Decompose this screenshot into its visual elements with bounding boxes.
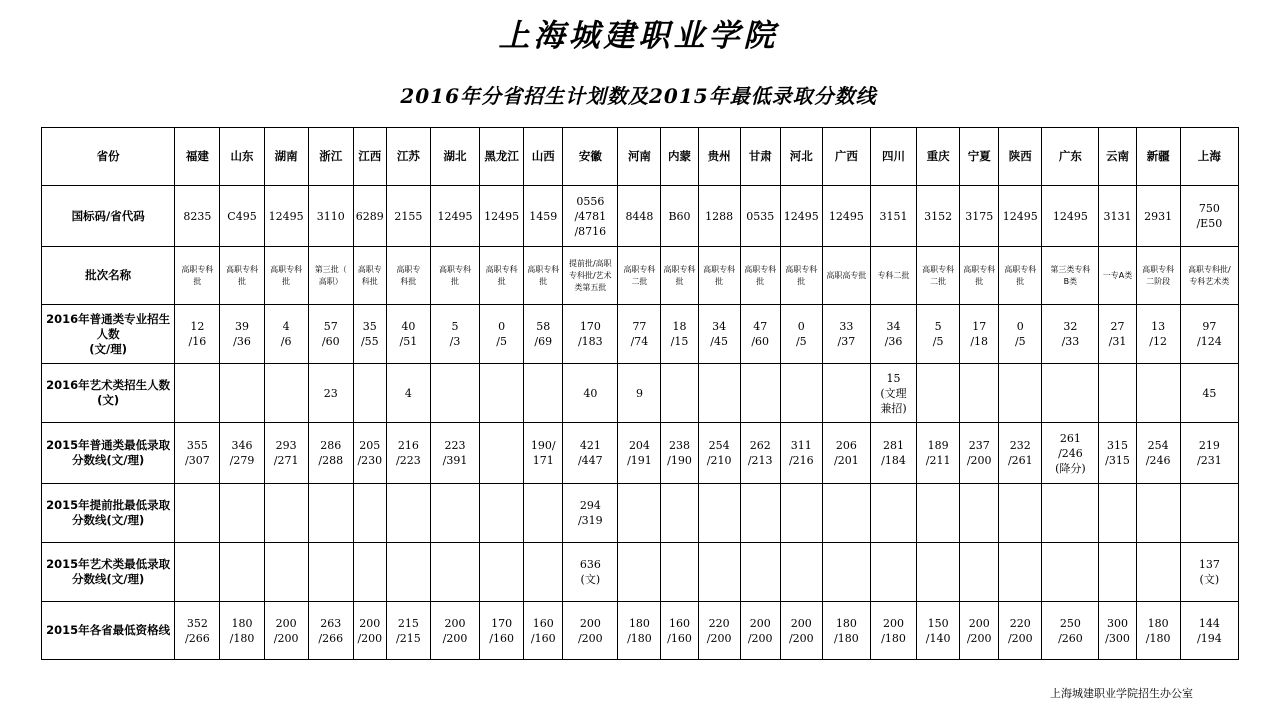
table-cell — [480, 364, 524, 423]
table-cell — [822, 484, 870, 543]
table-cell: 4 /6 — [264, 305, 308, 364]
table-cell: 189 /211 — [917, 423, 960, 484]
table-cell: 5 /5 — [917, 305, 960, 364]
table-cell: 0556 /4781 /8716 — [563, 186, 618, 247]
province-header-cell: 四川 — [870, 128, 916, 186]
table-cell: 35 /55 — [353, 305, 386, 364]
table-cell: 223 /391 — [430, 423, 479, 484]
table-cell — [1180, 484, 1238, 543]
table-cell: 200 /200 — [563, 602, 618, 660]
table-cell — [740, 364, 780, 423]
table-cell: 12495 — [999, 186, 1042, 247]
table-cell: 高职专科 二批 — [618, 247, 661, 305]
table-cell: 232 /261 — [999, 423, 1042, 484]
province-header-cell: 湖南 — [264, 128, 308, 186]
table-cell — [353, 543, 386, 602]
table-cell: 250 /260 — [1042, 602, 1099, 660]
table-cell — [822, 364, 870, 423]
table-cell — [175, 484, 220, 543]
table-cell: 237 /200 — [960, 423, 999, 484]
table-cell — [698, 364, 740, 423]
table-cell — [1136, 543, 1180, 602]
table-cell — [618, 484, 661, 543]
row-header: 2015年普通类最低录取 分数线(文/理) — [42, 423, 175, 484]
province-header-cell: 广西 — [822, 128, 870, 186]
table-cell: 219 /231 — [1180, 423, 1238, 484]
table-cell: 200 /200 — [740, 602, 780, 660]
table-cell: 23 — [308, 364, 353, 423]
table-cell: 3152 — [917, 186, 960, 247]
table-cell: 高职专 科批 — [386, 247, 430, 305]
table-cell: 34 /45 — [698, 305, 740, 364]
table-cell — [220, 484, 264, 543]
document-title: 2016年分省招生计划数及2015年最低录取分数线 — [400, 84, 877, 108]
table-cell — [430, 364, 479, 423]
table-cell: 高职专科 二阶段 — [1136, 247, 1180, 305]
table-cell: 1459 — [524, 186, 563, 247]
table-cell — [430, 484, 479, 543]
table-cell: 220 /200 — [999, 602, 1042, 660]
province-header-cell: 浙江 — [308, 128, 353, 186]
table-cell: 12495 — [822, 186, 870, 247]
table-cell: 200 /200 — [430, 602, 479, 660]
table-cell: 高职专科 批 — [999, 247, 1042, 305]
table-cell: 9 — [618, 364, 661, 423]
row-header: 2016年普通类专业招生 人数 (文/理) — [42, 305, 175, 364]
province-header-cell: 陕西 — [999, 128, 1042, 186]
province-header-cell: 安徽 — [563, 128, 618, 186]
table-cell — [698, 484, 740, 543]
table-cell — [870, 543, 916, 602]
table-cell: 200 /200 — [780, 602, 822, 660]
province-header-cell: 甘肃 — [740, 128, 780, 186]
table-cell: 0535 — [740, 186, 780, 247]
table-cell: 216 /223 — [386, 423, 430, 484]
table-cell — [1042, 543, 1099, 602]
table-cell: 高职专科 批 — [780, 247, 822, 305]
table-cell: 8448 — [618, 186, 661, 247]
table-cell: 专科二批 — [870, 247, 916, 305]
table-cell — [353, 364, 386, 423]
table-cell: 200 /200 — [353, 602, 386, 660]
row-header: 2016年艺术类招生人数 (文) — [42, 364, 175, 423]
table-cell — [480, 484, 524, 543]
table-cell: 高职专科 二批 — [917, 247, 960, 305]
table-cell: B60 — [661, 186, 698, 247]
table-cell: 254 /210 — [698, 423, 740, 484]
table-cell: 12495 — [780, 186, 822, 247]
table-cell: 12 /16 — [175, 305, 220, 364]
table-cell: 346 /279 — [220, 423, 264, 484]
table-cell — [386, 543, 430, 602]
table-cell: 352 /266 — [175, 602, 220, 660]
table-cell: 180 /180 — [1136, 602, 1180, 660]
table-cell: 4 — [386, 364, 430, 423]
table-cell: 206 /201 — [822, 423, 870, 484]
province-header-cell: 河北 — [780, 128, 822, 186]
table-cell: 215 /215 — [386, 602, 430, 660]
table-cell — [917, 484, 960, 543]
min-2015-early-row — [42, 484, 1239, 543]
table-cell: 17 /18 — [960, 305, 999, 364]
table-cell — [430, 543, 479, 602]
min-2015-art-row — [42, 543, 1239, 602]
table-cell: 180 /180 — [220, 602, 264, 660]
table-cell: 190/ 171 — [524, 423, 563, 484]
table-cell: 13 /12 — [1136, 305, 1180, 364]
batch-row — [42, 247, 1239, 305]
table-cell — [780, 364, 822, 423]
table-cell: 27 /31 — [1099, 305, 1136, 364]
table-cell — [1136, 484, 1180, 543]
table-cell — [740, 484, 780, 543]
table-cell — [999, 484, 1042, 543]
province-header-cell: 河南 — [618, 128, 661, 186]
table-cell: 58 /69 — [524, 305, 563, 364]
table-cell: 3175 — [960, 186, 999, 247]
row-header: 批次名称 — [42, 247, 175, 305]
table-cell: 一专A类 — [1099, 247, 1136, 305]
table-cell — [618, 543, 661, 602]
table-cell: 311 /216 — [780, 423, 822, 484]
table-cell: 32 /33 — [1042, 305, 1099, 364]
table-cell — [308, 484, 353, 543]
qualify-2015-row — [42, 602, 1239, 660]
table-cell: 39 /36 — [220, 305, 264, 364]
table-cell: 355 /307 — [175, 423, 220, 484]
table-cell: 137 (文) — [1180, 543, 1238, 602]
table-cell: 205 /230 — [353, 423, 386, 484]
table-cell: 12495 — [430, 186, 479, 247]
table-cell — [999, 364, 1042, 423]
table-cell: 57 /60 — [308, 305, 353, 364]
table-cell: 第三批（ 高职） — [308, 247, 353, 305]
table-cell — [1042, 484, 1099, 543]
table-cell: 421 /447 — [563, 423, 618, 484]
row-header: 国标码/省代码 — [42, 186, 175, 247]
table-cell — [661, 543, 698, 602]
table-cell — [353, 484, 386, 543]
table-cell — [220, 543, 264, 602]
province-row — [42, 128, 1239, 186]
table-cell — [524, 543, 563, 602]
table-cell — [264, 364, 308, 423]
table-cell: 2155 — [386, 186, 430, 247]
table-cell: 高职专科 批 — [175, 247, 220, 305]
table-cell: 0 /5 — [480, 305, 524, 364]
table-cell: 5 /3 — [430, 305, 479, 364]
table-cell: 160 /160 — [661, 602, 698, 660]
table-cell: 636 (文) — [563, 543, 618, 602]
table-cell: 315 /315 — [1099, 423, 1136, 484]
table-cell — [386, 484, 430, 543]
province-header-cell: 宁夏 — [960, 128, 999, 186]
table-cell — [661, 484, 698, 543]
table-cell — [524, 484, 563, 543]
row-header: 2015年提前批最低录取 分数线(文/理) — [42, 484, 175, 543]
table-cell: 提前批/高职 专科批/艺术 类第五批 — [563, 247, 618, 305]
table-cell: 高职专科 批 — [264, 247, 308, 305]
table-cell: 200 /200 — [264, 602, 308, 660]
table-cell: 281 /184 — [870, 423, 916, 484]
table-cell — [480, 423, 524, 484]
province-header-cell: 山西 — [524, 128, 563, 186]
row-header: 省份 — [42, 128, 175, 186]
admissions-office-signature: 上海城建职业学院招生办公室 — [1050, 687, 1193, 700]
table-cell: 300 /300 — [1099, 602, 1136, 660]
province-header-cell: 贵州 — [698, 128, 740, 186]
table-cell: 40 — [563, 364, 618, 423]
row-header: 2015年各省最低资格线 — [42, 602, 175, 660]
table-cell: 262 /213 — [740, 423, 780, 484]
enrollment-table — [41, 127, 1239, 660]
table-cell: 77 /74 — [618, 305, 661, 364]
table-cell — [960, 484, 999, 543]
table-cell — [264, 484, 308, 543]
province-header-cell: 广东 — [1042, 128, 1099, 186]
table-cell — [175, 364, 220, 423]
table-cell: 3131 — [1099, 186, 1136, 247]
table-cell: 0 /5 — [780, 305, 822, 364]
province-header-cell: 山东 — [220, 128, 264, 186]
table-cell: 高职专科 批 — [524, 247, 563, 305]
table-cell: 高职专 科批 — [353, 247, 386, 305]
table-cell — [220, 364, 264, 423]
table-cell — [999, 543, 1042, 602]
plan-2016-art-row — [42, 364, 1239, 423]
table-cell: 170 /160 — [480, 602, 524, 660]
table-cell — [698, 543, 740, 602]
table-cell: 200 /180 — [870, 602, 916, 660]
table-cell: 12495 — [1042, 186, 1099, 247]
province-header-cell: 福建 — [175, 128, 220, 186]
table-cell: 15 (文理 兼招) — [870, 364, 916, 423]
table-cell — [480, 543, 524, 602]
table-cell: 6289 — [353, 186, 386, 247]
table-cell — [524, 364, 563, 423]
province-header-cell: 江西 — [353, 128, 386, 186]
table-cell: 高职专科 批 — [740, 247, 780, 305]
table-cell: C495 — [220, 186, 264, 247]
table-cell — [175, 543, 220, 602]
table-cell: 150 /140 — [917, 602, 960, 660]
province-header-cell: 江苏 — [386, 128, 430, 186]
province-header-cell: 内蒙 — [661, 128, 698, 186]
table-cell: 40 /51 — [386, 305, 430, 364]
table-cell: 1288 — [698, 186, 740, 247]
table-cell: 750 /E50 — [1180, 186, 1238, 247]
table-cell — [1099, 543, 1136, 602]
table-cell: 8235 — [175, 186, 220, 247]
table-cell — [960, 543, 999, 602]
table-cell — [1042, 364, 1099, 423]
province-header-cell: 黑龙江 — [480, 128, 524, 186]
table-cell: 高职专科批/ 专科艺术类 — [1180, 247, 1238, 305]
table-cell — [780, 484, 822, 543]
table-cell: 238 /190 — [661, 423, 698, 484]
table-cell — [308, 543, 353, 602]
plan-2016-general-row — [42, 305, 1239, 364]
table-cell — [822, 543, 870, 602]
province-header-cell: 重庆 — [917, 128, 960, 186]
table-cell: 18 /15 — [661, 305, 698, 364]
row-header: 2015年艺术类最低录取 分数线(文/理) — [42, 543, 175, 602]
table-cell: 144 /194 — [1180, 602, 1238, 660]
table-cell: 294 /319 — [563, 484, 618, 543]
table-cell: 180 /180 — [618, 602, 661, 660]
table-cell: 高职专科 批 — [960, 247, 999, 305]
table-cell: 160 /160 — [524, 602, 563, 660]
table-cell — [960, 364, 999, 423]
school-title: 上海城建职业学院 — [498, 18, 779, 54]
table-cell: 高职专科 批 — [220, 247, 264, 305]
table-cell — [780, 543, 822, 602]
province-header-cell: 湖北 — [430, 128, 479, 186]
table-cell — [917, 364, 960, 423]
table-cell — [917, 543, 960, 602]
table-cell: 12495 — [480, 186, 524, 247]
table-cell: 170 /183 — [563, 305, 618, 364]
table-cell: 220 /200 — [698, 602, 740, 660]
table-cell: 高职专科 批 — [661, 247, 698, 305]
table-cell: 2931 — [1136, 186, 1180, 247]
table-cell: 261 /246 (降分) — [1042, 423, 1099, 484]
table-cell: 0 /5 — [999, 305, 1042, 364]
table-cell: 高职专科 批 — [480, 247, 524, 305]
table-cell — [661, 364, 698, 423]
table-cell: 200 /200 — [960, 602, 999, 660]
table-cell: 第三类专科 B类 — [1042, 247, 1099, 305]
province-header-cell: 云南 — [1099, 128, 1136, 186]
table-cell: 高职专科 批 — [698, 247, 740, 305]
table-cell: 3151 — [870, 186, 916, 247]
table-cell — [264, 543, 308, 602]
table-cell: 286 /288 — [308, 423, 353, 484]
table-cell: 263 /266 — [308, 602, 353, 660]
table-cell — [740, 543, 780, 602]
table-cell: 97 /124 — [1180, 305, 1238, 364]
table-cell: 高职专科 批 — [430, 247, 479, 305]
table-cell: 47 /60 — [740, 305, 780, 364]
province-header-cell: 上海 — [1180, 128, 1238, 186]
table-cell: 45 — [1180, 364, 1238, 423]
table-cell: 204 /191 — [618, 423, 661, 484]
table-cell — [1099, 484, 1136, 543]
table-cell: 293 /271 — [264, 423, 308, 484]
table-cell: 254 /246 — [1136, 423, 1180, 484]
code-row — [42, 186, 1239, 247]
table-cell: 180 /180 — [822, 602, 870, 660]
table-cell — [1136, 364, 1180, 423]
table-cell: 高职高专批 — [822, 247, 870, 305]
table-cell: 3110 — [308, 186, 353, 247]
table-cell: 12495 — [264, 186, 308, 247]
province-header-cell: 新疆 — [1136, 128, 1180, 186]
min-2015-general-row — [42, 423, 1239, 484]
table-cell — [870, 484, 916, 543]
table-cell — [1099, 364, 1136, 423]
table-cell: 34 /36 — [870, 305, 916, 364]
table-cell: 33 /37 — [822, 305, 870, 364]
